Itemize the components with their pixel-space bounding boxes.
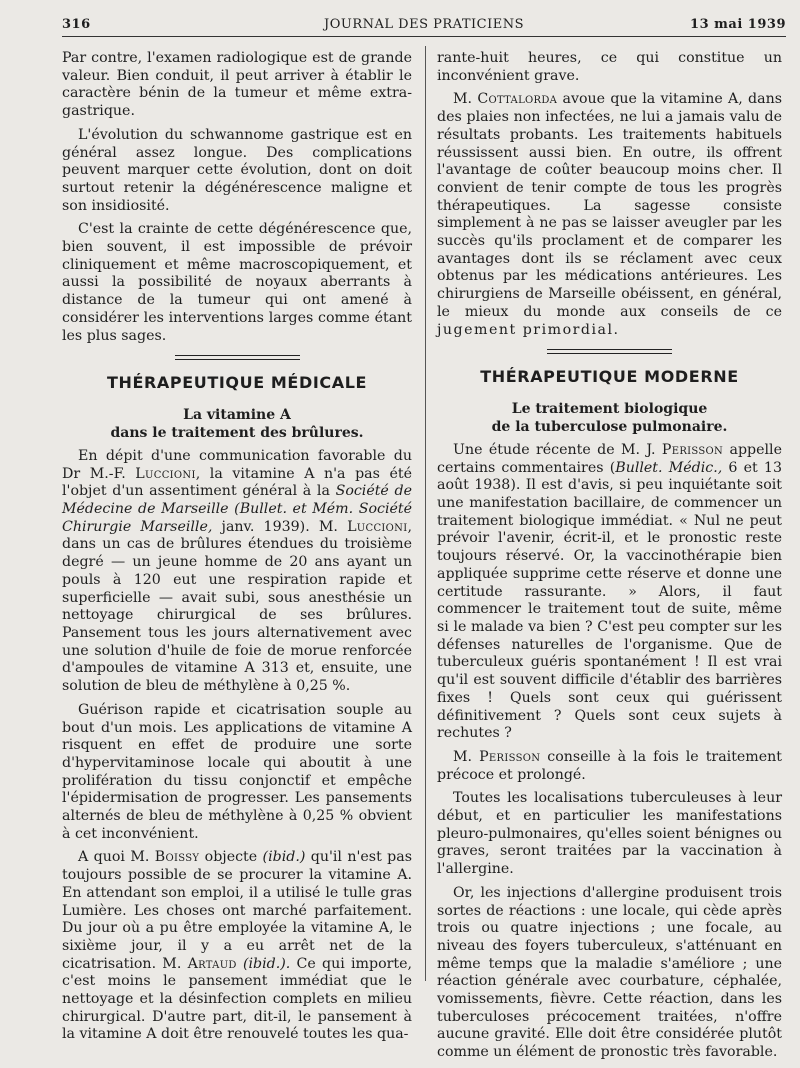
text-run: avoue que la vitamine A, dans des plaies non infectées, ne lui a jamais valu de résultats probants. Les traitements habituels réussissent aussi bien. En outre, ils offrent l'avantage de coûter beaucoup moins cher. Il convient de tenir compte de tous les progrès thérapeutiques. La sagesse consiste simplement à ne pas se laisser aveugler par les succès qu'ils proclament et de comparer les avantages dont ils se réclament avec ceux obtenus par les médications antérieures. Les chirurgiens de Marseille obéissent, en général, le mieux du monde aux conseils de ce (437, 91, 783, 320)
paragraph (437, 442, 782, 743)
text-run: , la vitamine A n'a pas été l'objet d'un assentiment général à la (62, 465, 412, 500)
issue-date: 13 mai 1939 (690, 17, 786, 32)
author-name: Artaud (187, 955, 237, 972)
text-run: En dépit d'une communication favorable du Dr M.-F. (62, 447, 412, 482)
article-title-line: dans le traitement des brûlures. (110, 424, 364, 441)
paragraph: Guérison rapide et cicatrisation souple au bout d'un mois. Les applications de vitamine A risquent en effet de produire une sorte d'hypervitaminose locale qui aboutit à une prolifération du tissu conjonctif et empêche l'épidermisation de progresser. Les pansements alternés de bleu de méthylène à 0,25 % obvient à cet inconvénient. (62, 701, 412, 842)
paragraph (62, 849, 412, 1044)
author-name: Cottalorda (477, 91, 558, 108)
text-run: 6 et 13 août 1938). Il est d'avis, si peu inquiétante soit une manifestation bacillaire, de commencer un traitement biologique immédiat. « Nul ne peut prévoir l'avenir, écrit-il, et le pronostic reste toujours réservé. Or, la vaccinothérapie bien appliquée supprime cette réserve et donne une certitude rassurante. » Alors, il faut commencer le traitement tout de suite, même si le malade va bien ? C'est peu compter sur les défenses naturelles de l'organisme. Que de tuberculeux guéris spontanément ! Il est vrai qu'il est souvent difficile d'établir des barrières fixes ! Quels sont ceux qui guérissent définitivement ? Quels sont ceux sujets à rechutes ? (437, 459, 782, 742)
text-run: M. (453, 91, 478, 108)
text-run: appelle certains commentaires ( (437, 441, 782, 476)
text-run: janv. 1939). M. (212, 518, 348, 535)
text-run: objecte (199, 849, 263, 866)
paragraph: Toutes les localisations tuberculeuses à leur début, et en particulier les manifestations pleuro-pulmonaires, qu'elles soient bénignes ou graves, seront traitées par la vaccination à l'allergine. (437, 790, 782, 878)
text-run: conseille à la fois le traitement précoce et prolongé. (437, 748, 782, 783)
author-name: Perisson (479, 748, 541, 765)
page-header (62, 14, 786, 37)
paragraph: L'évolution du schwannome gastrique est en général assez longue. Des complications peuvent marquer cette évolution, dont on doit surtout retenir la dégénérescence maligne et son insidiosité. (62, 126, 412, 214)
text-run: A quoi M. (78, 849, 155, 866)
paragraph: Par contre, l'examen radiologique est de grande valeur. Bien conduit, il peut arriver à établir le caractère bénin de la tumeur et même extra-gastrique. (62, 50, 412, 120)
paragraph (62, 448, 412, 696)
section-separator (547, 349, 672, 354)
paragraph (437, 749, 782, 784)
article-title-line: La vitamine A (183, 406, 291, 423)
text-run: Une étude récente de M. J. (453, 441, 662, 458)
right-column (437, 50, 782, 1068)
article-title-line: Le traitement biologique (511, 400, 708, 417)
paragraph: rante-huit heures, ce qui constitue un inconvénient grave. (437, 50, 782, 84)
column-divider (425, 46, 426, 981)
author-name: Perisson (661, 441, 724, 458)
article-title (437, 400, 782, 436)
author-name: Luccioni (135, 465, 196, 482)
article-title (62, 406, 412, 442)
author-name: Boissy (154, 849, 200, 866)
citation: (ibid.). (236, 955, 291, 972)
section-title: THÉRAPEUTIQUE MÉDICALE (106, 373, 368, 393)
citation: (ibid.) (262, 849, 306, 866)
text-run: Ce qui importe, c'est moins le pansement immédiat que le nettoyage et la désinfection complets en milieu chirurgical. D'autre part, dit-il, le pansement à la vitamine A doit être renouvelé toutes les qua- (62, 955, 413, 1043)
article-title-line: de la tuberculose pulmonaire. (491, 418, 728, 435)
text-run: jugement primordial. (437, 321, 620, 338)
left-column (62, 50, 412, 1050)
paragraph: Or, les injections d'allergine produisent trois sortes de réactions : une locale, qui cède après trois ou quatre injections ; une focale, au niveau des foyers tuberculeux, s'atténuant en même temps que la maladie s'améliore ; une réaction générale avec courbature, céphalée, vomissements, fièvre. Cette réaction, dans les tuberculoses précocement traitées, n'offre aucune gravité. Elle doit être considérée plutôt comme un élément de pronostic très favorable. (437, 884, 782, 1061)
section-title: THÉRAPEUTIQUE MODERNE (480, 367, 739, 387)
section-separator (175, 355, 300, 360)
citation: Société de Médecine de Marseille (Bullet. et Mém. Société Chirurgie Marseille, (62, 483, 412, 535)
text-run: , dans un cas de brûlures étendues du troisième degré — un jeune homme de 20 ans ayant un pouls à 120 eut une respiration rapide et superficielle — avait subi, sous anesthésie un nettoyage chirurgical de ses brûlures. Pansement tous les jours alternativement avec une solution d'huile de foie de morue renforcée d'ampoules de vitamine A 313 et, ensuite, une solution de bleu de méthylène à 0,25 %. (62, 518, 412, 695)
citation: Bullet. Médic., (615, 459, 723, 476)
journal-title: JOURNAL DES PRATICIENS (324, 17, 524, 32)
author-name: Luccioni (347, 518, 408, 535)
paragraph: C'est la crainte de cette dégénérescence que, bien souvent, il est impossible de prévoir cliniquement et même macroscopiquement, et aussi la possibilité de noyaux aberrants à distance de la tumeur qui ont amené à considérer les interventions larges comme étant les plus sages. (62, 221, 412, 344)
paragraph (437, 91, 782, 339)
page-number: 316 (62, 17, 91, 32)
text-run: M. (453, 748, 480, 765)
text-run: qu'il n'est pas toujours possible de se procurer la vitamine A. En attendant son emploi, il a utilisé le tulle gras Lumière. Les choses ont marché parfaitement. Du jour où a pu être employée la vitamine A, le sixième jour, il y a eu arrêt net de la cicatrisation. M. (62, 849, 412, 972)
